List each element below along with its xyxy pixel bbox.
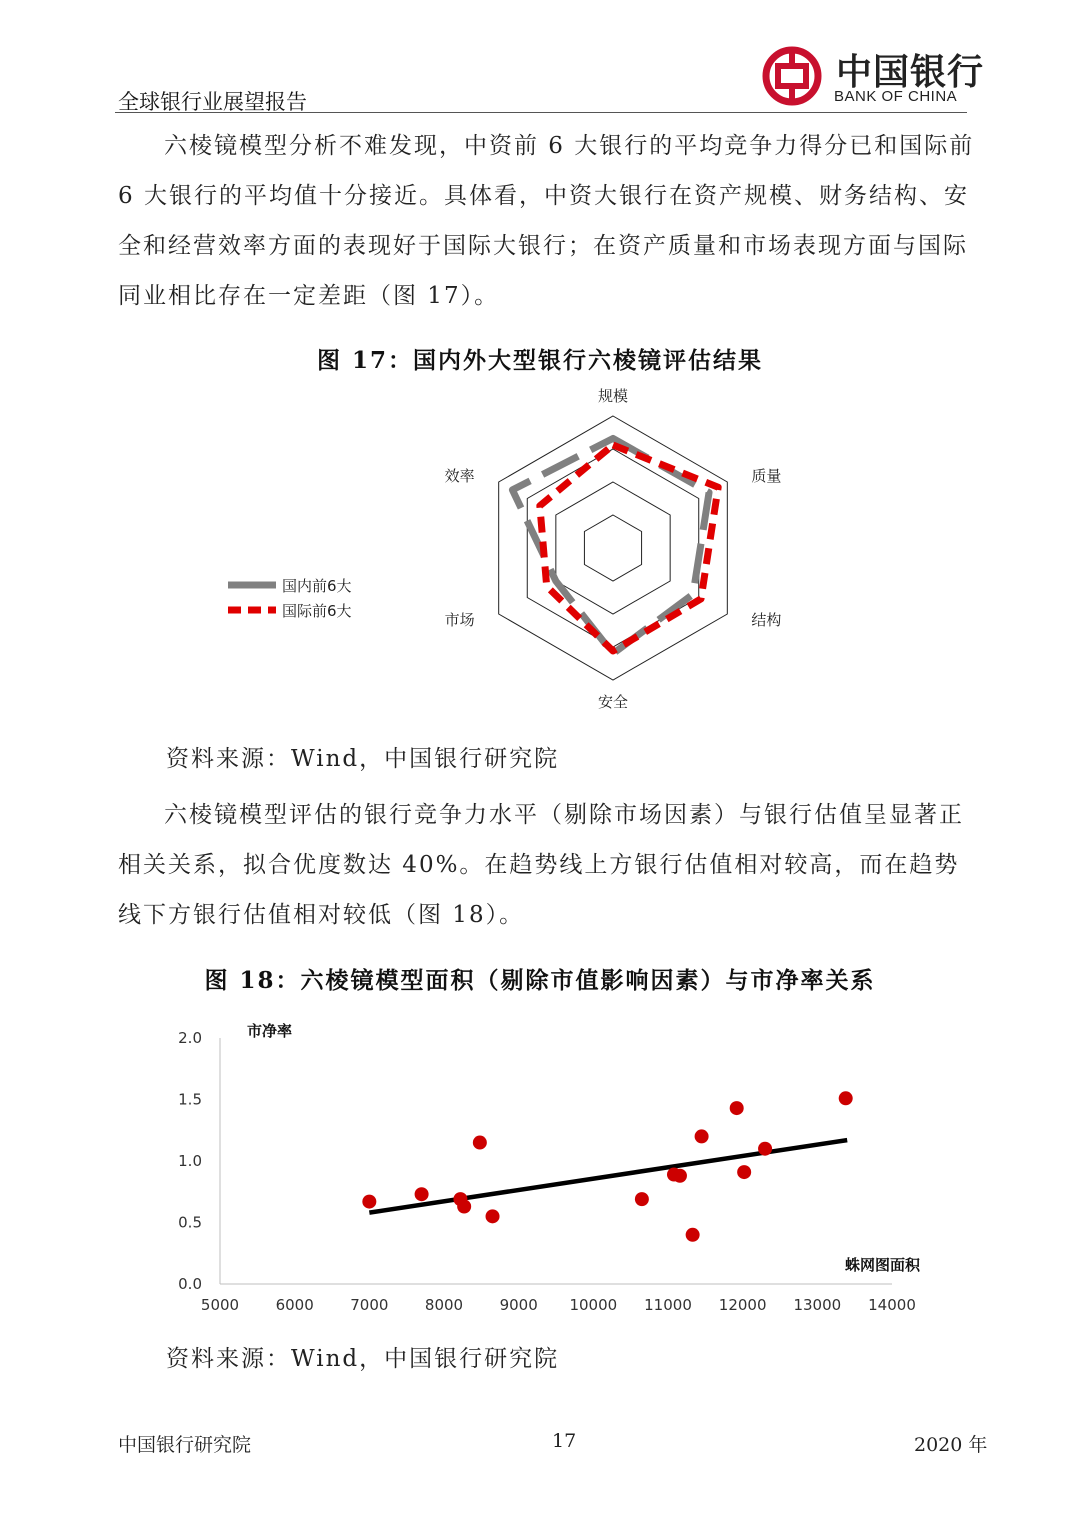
radar-grid-ring bbox=[556, 482, 670, 614]
scatter-point bbox=[635, 1192, 649, 1206]
scatter-x-tick-label: 14000 bbox=[868, 1296, 916, 1314]
scatter-y-tick-label: 0.5 bbox=[178, 1213, 202, 1232]
scatter-y-tick-label: 2.0 bbox=[178, 1029, 202, 1047]
scatter-x-tick-label: 6000 bbox=[275, 1296, 314, 1314]
scatter-x-tick-label: 11000 bbox=[644, 1296, 692, 1314]
scatter-y-tick-label: 1.0 bbox=[178, 1152, 202, 1170]
paragraph-1 bbox=[118, 121, 980, 321]
figure-17-title: 图 17：国内外大型银行六棱镜评估结果 bbox=[316, 347, 763, 374]
scatter-x-tick-label: 5000 bbox=[200, 1296, 240, 1314]
figure-17-source: 资料来源：Wind，中国银行研究院 bbox=[166, 746, 560, 772]
bank-of-china-logo-icon bbox=[758, 44, 830, 108]
logo-english-name: BANK OF CHINA bbox=[834, 88, 958, 105]
scatter-point bbox=[473, 1136, 487, 1150]
radar-chart bbox=[200, 380, 880, 720]
scatter-x-tick-label: 9000 bbox=[499, 1296, 538, 1314]
scatter-point bbox=[415, 1187, 429, 1201]
scatter-point bbox=[839, 1091, 853, 1105]
radar-axis-label: 规模 bbox=[597, 387, 629, 405]
scatter-trendline bbox=[369, 1140, 847, 1213]
scatter-point bbox=[486, 1209, 500, 1223]
radar-legend-label: 国际前6大 bbox=[282, 602, 352, 620]
scatter-y-axis-title: 市净率 bbox=[247, 1022, 293, 1040]
radar-axis-label: 市场 bbox=[444, 611, 475, 629]
scatter-point bbox=[362, 1195, 376, 1209]
scatter-point bbox=[758, 1142, 772, 1156]
radar-axis-label: 结构 bbox=[751, 611, 782, 629]
figure-18-source: 资料来源：Wind，中国银行研究院 bbox=[166, 1346, 560, 1372]
footer-year: 2020 年 bbox=[914, 1434, 988, 1456]
radar-grid-ring bbox=[584, 515, 641, 581]
radar-axis-label: 质量 bbox=[751, 467, 782, 485]
scatter-x-tick-label: 13000 bbox=[793, 1296, 842, 1314]
scatter-chart bbox=[150, 1010, 950, 1320]
scatter-point bbox=[457, 1200, 471, 1214]
scatter-y-tick-label: 0.0 bbox=[178, 1275, 202, 1293]
scatter-x-tick-label: 12000 bbox=[718, 1296, 767, 1314]
radar-axis-label: 安全 bbox=[597, 693, 629, 711]
scatter-point bbox=[695, 1129, 709, 1143]
footer-page-number: 17 bbox=[552, 1430, 577, 1452]
scatter-y-tick-label: 1.5 bbox=[178, 1090, 202, 1109]
radar-legend-label: 国内前6大 bbox=[282, 577, 352, 595]
scatter-x-tick-label: 7000 bbox=[350, 1296, 389, 1314]
scatter-point bbox=[737, 1165, 751, 1179]
report-title: 全球银行业展望报告 bbox=[118, 90, 307, 114]
figure-18-title: 图 18：六棱镜模型面积（剔除市值影响因素）与市净率关系 bbox=[204, 967, 876, 994]
paragraph-2-text: 六棱镜模型评估的银行竞争力水平（剔除市场因素）与银行估值呈显著正相关关系，拟合优度数达 40%。在趋势线上方银行估值相对较高，而在趋势线下方银行估值相对较低（图 18）。 bbox=[118, 802, 964, 928]
header-divider bbox=[115, 112, 967, 113]
footer-institute: 中国银行研究院 bbox=[118, 1434, 252, 1456]
paragraph-1-text: 六棱镜模型分析不难发现，中资前 6 大银行的平均竞争力得分已和国际前 6 大银行的平均值十分接近。具体看，中资大银行在资产规模、财务结构、安全和经营效率方面的表现好于国际大银行；在资产质量和市场表现方面与国际同业相比存在一定差距（图 17）。 bbox=[118, 133, 975, 309]
scatter-x-axis-title: 蛛网图面积 bbox=[844, 1256, 920, 1274]
logo-chinese-name: 中国银行 bbox=[836, 51, 985, 93]
scatter-point bbox=[730, 1101, 744, 1115]
scatter-x-tick-label: 8000 bbox=[424, 1296, 464, 1314]
scatter-point bbox=[686, 1228, 700, 1242]
paragraph-2 bbox=[118, 790, 980, 940]
radar-grid-ring bbox=[499, 416, 728, 680]
radar-axis-label: 效率 bbox=[444, 467, 475, 485]
scatter-x-tick-label: 10000 bbox=[569, 1296, 618, 1314]
scatter-point bbox=[673, 1169, 687, 1183]
